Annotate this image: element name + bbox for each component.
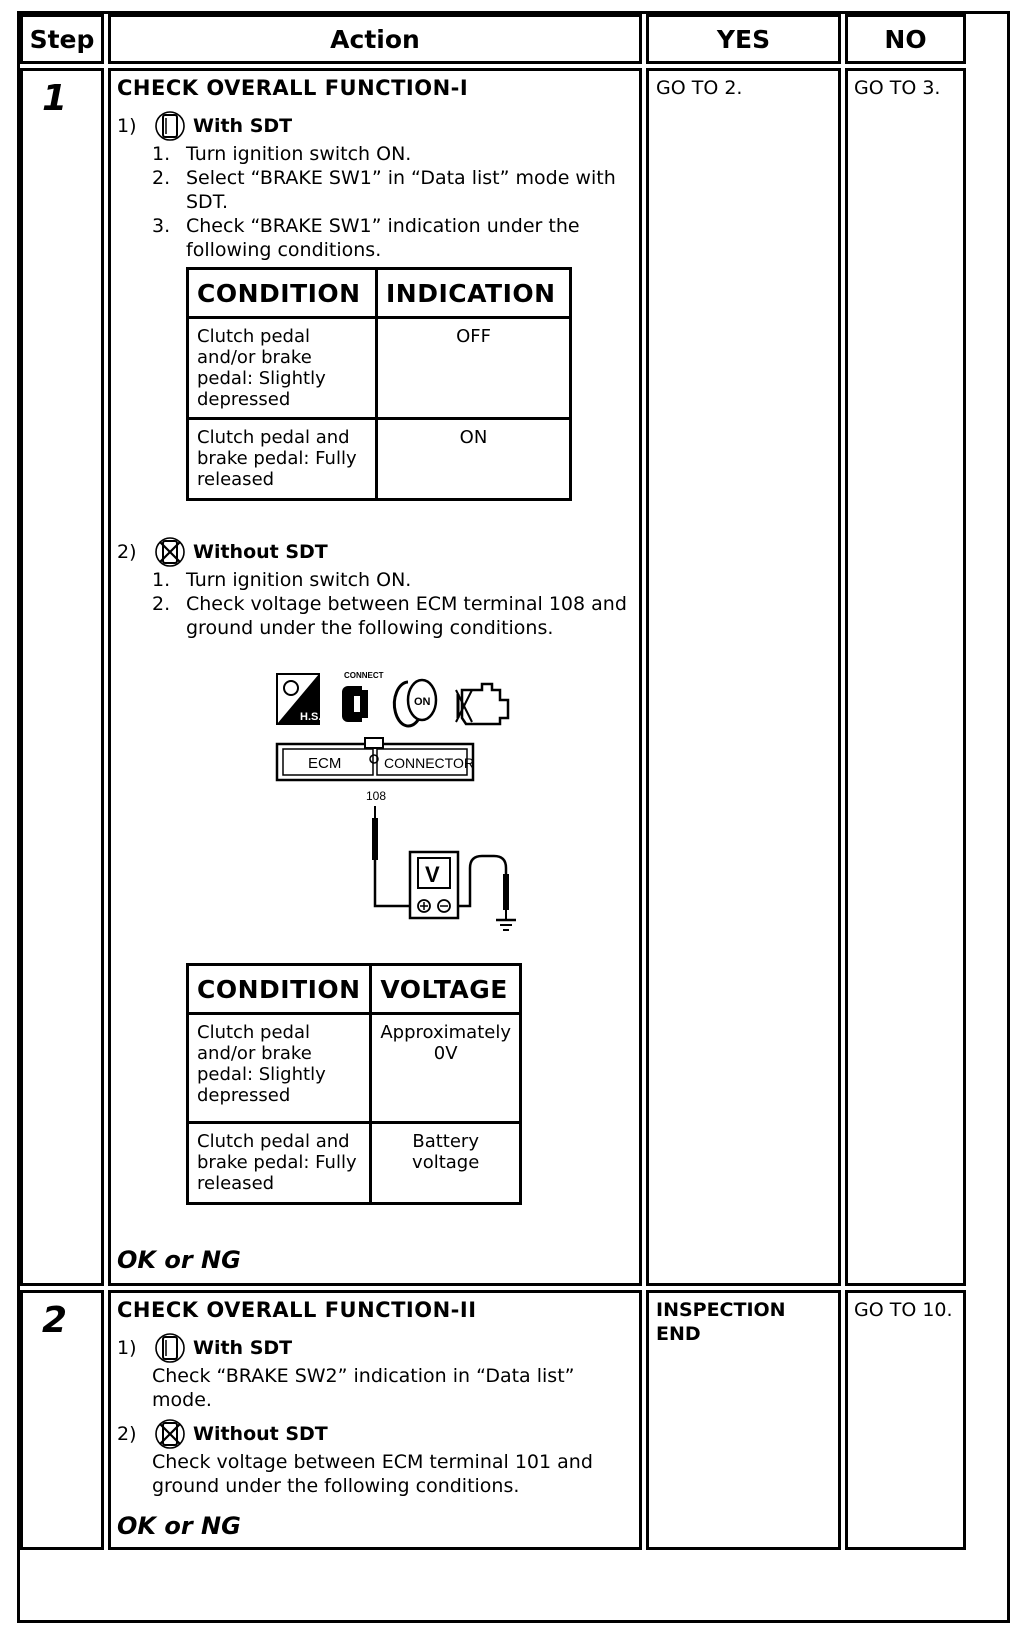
step-1-with-sdt-heading — [117, 110, 292, 142]
step-2-without-sdt-heading — [117, 1418, 328, 1450]
ecm-connector — [277, 738, 474, 780]
list-item: 1. Turn ignition switch ON. — [152, 569, 412, 591]
meter-label: V — [425, 862, 440, 887]
voltmeter-icon — [410, 852, 458, 918]
with-sdt-number: 1) — [117, 115, 137, 137]
sdt-tool-icon — [153, 110, 187, 142]
step-1-title: CHECK OVERALL FUNCTION-I — [117, 76, 469, 100]
list-item: 3. Check “BRAKE SW1” indication under the following conditions. — [152, 215, 580, 261]
step-1-yes-result: GO TO 2. — [656, 77, 743, 99]
ecm-label: ECM — [308, 755, 342, 772]
table-row: Clutch pedal and/or brake pedal: Slightly depressed OFF — [188, 318, 571, 419]
step-2-without-sdt-text: Check voltage between ECM terminal 101 and ground under the following conditions. — [152, 1451, 593, 1497]
ground-icon — [496, 920, 516, 930]
step-1-without-sdt-list — [152, 568, 634, 640]
without-sdt-number: 2) — [117, 541, 137, 563]
connect-icon — [342, 671, 384, 722]
step-2-with-sdt-heading — [117, 1332, 292, 1364]
step-1-no-result: GO TO 3. — [854, 77, 941, 99]
list-item: 1. Turn ignition switch ON. — [152, 143, 412, 165]
with-sdt-label: With SDT — [193, 1337, 293, 1359]
step-1-ok-or-ng: OK or NG — [117, 1246, 241, 1274]
table-row: Clutch pedal and/or brake pedal: Slightly depressed Approximately 0V — [188, 1014, 521, 1123]
step-2-with-sdt-text: Check “BRAKE SW2” indication in “Data list” mode. — [152, 1365, 575, 1411]
step-1-with-sdt-list — [152, 142, 632, 262]
header-action: Action — [108, 14, 642, 64]
engine-icon — [456, 684, 508, 724]
header-no: NO — [845, 14, 966, 64]
step-2-number: 2 — [42, 1300, 68, 1341]
connect-label: CONNECT — [344, 671, 384, 680]
step-2-no-cell — [845, 1290, 966, 1550]
step-2-no-result: GO TO 10. — [854, 1299, 953, 1321]
step-2-ok-or-ng: OK or NG — [117, 1512, 241, 1540]
voltage-header-voltage: VOLTAGE — [371, 965, 521, 1014]
step-1-without-sdt-heading — [117, 536, 328, 568]
with-sdt-label: With SDT — [193, 115, 293, 137]
list-item: 2. Check voltage between ECM terminal 108 and ground under the following conditions. — [152, 593, 627, 639]
no-sdt-tool-icon — [153, 536, 187, 568]
without-sdt-label: Without SDT — [193, 1423, 328, 1445]
step-1-yes-cell — [646, 68, 841, 1286]
indication-header-indication: INDICATION — [377, 269, 571, 318]
list-item: 2. Select “BRAKE SW1” in “Data list” mode with SDT. — [152, 167, 616, 213]
hs-label: H.S. — [300, 711, 322, 723]
step-1-number-cell — [20, 68, 104, 1286]
indication-table — [186, 267, 572, 501]
step-1-no-cell — [845, 68, 966, 1286]
step-1-number: 1 — [42, 78, 68, 119]
on-label: ON — [414, 696, 431, 708]
table-row: Clutch pedal and brake pedal: Fully released ON — [188, 419, 571, 500]
with-sdt-number: 1) — [117, 1337, 137, 1359]
header-step: Step — [20, 14, 104, 64]
ecm-connector-voltage-diagram — [274, 668, 534, 938]
ground-lead — [458, 856, 509, 920]
header-yes: YES — [646, 14, 841, 64]
voltage-header-condition: CONDITION — [188, 965, 371, 1014]
without-sdt-number: 2) — [117, 1423, 137, 1445]
step-2-title: CHECK OVERALL FUNCTION-II — [117, 1298, 477, 1322]
no-sdt-tool-icon — [153, 1418, 187, 1450]
connector-label: CONNECTOR — [384, 755, 474, 771]
without-sdt-label: Without SDT — [193, 541, 328, 563]
table-row: Clutch pedal and brake pedal: Fully released Battery voltage — [188, 1123, 521, 1204]
ignition-on-icon — [394, 680, 436, 726]
voltage-table — [186, 963, 522, 1205]
test-probe — [372, 806, 414, 906]
terminal-number: 108 — [366, 789, 387, 803]
sdt-tool-icon — [153, 1332, 187, 1364]
step-2-yes-result: INSPECTION END — [656, 1299, 786, 1345]
indication-header-condition: CONDITION — [188, 269, 377, 318]
hs-icon — [277, 674, 321, 724]
